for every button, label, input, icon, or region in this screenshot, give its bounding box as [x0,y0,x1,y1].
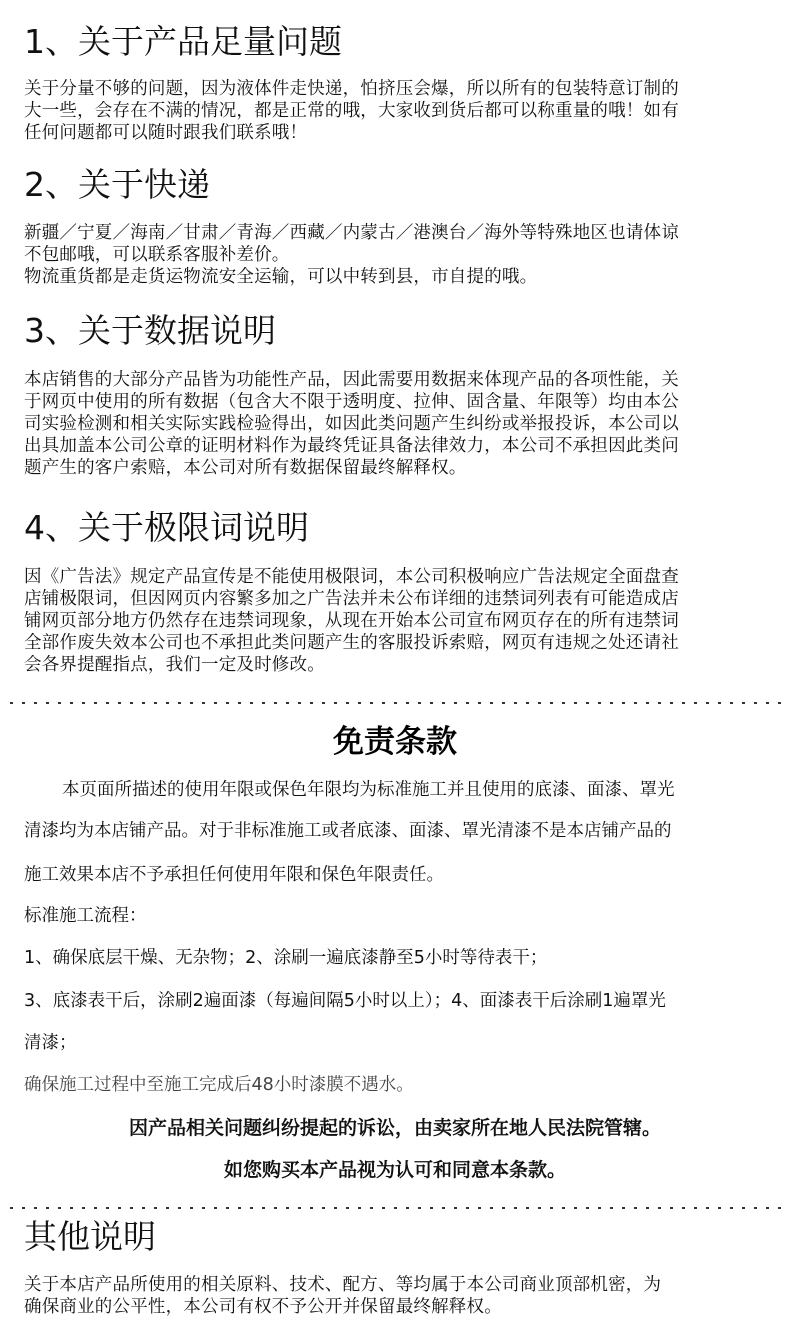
process-step: 清漆； [24,1033,77,1053]
body-line: 题产生的客户索赔，本公司对所有数据保留最终解释权。 [24,458,467,478]
agreement-statement: 如您购买本产品视为认可和同意本条款。 [223,1159,566,1181]
process-note: 确保施工过程中至施工完成后48小时漆膜不遇水。 [24,1075,414,1095]
body-line: 因《广告法》规定产品宣传是不能使用极限词，本公司积极响应广告法规定全面盘查 [24,567,679,587]
disclaimer-line: 施工效果本店不予承担任何使用年限和保色年限责任。 [24,865,444,885]
body-line: 不包邮哦，可以联系客服补差价。 [24,245,290,265]
body-line: 本店销售的大部分产品皆为功能性产品，因此需要用数据来体现产品的各项性能，关 [24,370,679,390]
section-body-shipping [24,222,769,288]
body-line: 出具加盖本公司公章的证明材料作为最终凭证具备法律效力，本公司不承担因此类问 [24,436,679,456]
disclaimer-title: 免责条款 [333,724,457,760]
body-line: 物流重货都是走货运物流安全运输，可以中转到县，市自提的哦。 [24,267,538,287]
process-step: 1、确保底层干燥、无杂物；2、涂刷一遍底漆静至5小时等待表干； [24,948,548,968]
body-line: 关于本店产品所使用的相关原料、技术、配方、等均属于本公司商业顶部机密，为 [24,1275,662,1295]
body-line: 全部作废失效本公司也不承担此类问题产生的客服投诉索赔，网页有违规之处还请社 [24,633,679,653]
body-line: 于网页中使用的所有数据（包含大不限于透明度、拉伸、固含量、年限等）均由本公 [24,392,679,412]
body-line: 店铺极限词，但因网页内容繁多加之广告法并未公布详细的违禁词列表有可能造成店 [24,589,679,609]
dotted-divider [10,702,790,704]
body-line: 铺网页部分地方仍然存在违禁词现象，从现在开始本公司宣布网页存在的所有违禁词 [24,611,679,631]
body-line: 司实验检测和相关实际实践检验得出，如因此类问题产生纠纷或举报投诉，本公司以 [24,414,679,434]
jurisdiction-statement: 因产品相关问题纠纷提起的诉讼，由卖家所在地人民法院管辖。 [128,1117,661,1139]
disclaimer-line: 本页面所描述的使用年限或保色年限均为标准施工并且使用的底漆、面漆、罩光 [62,780,675,800]
section-body-data [24,369,769,479]
disclaimer-line: 清漆均为本店铺产品。对于非标准施工或者底漆、面漆、罩光清漆不是本店铺产品的 [24,821,672,841]
body-line: 关于分量不够的问题，因为液体件走快递，怕挤压会爆，所以所有的包装特意订制的 [24,79,679,99]
section-heading-other: 其他说明 [24,1217,156,1256]
body-line: 会各界提醒指点，我们一定及时修改。 [24,655,325,675]
section-body-other [24,1274,769,1318]
process-step: 3、底漆表干后，涂刷2遍面漆（每遍间隔5小时以上）；4、面漆表干后涂刷1遍罩光 [24,991,666,1011]
section-heading-data: 3、关于数据说明 [24,311,276,350]
dotted-divider [10,1207,790,1209]
body-line: 大一些，会存在不满的情况，都是正常的哦，大家收到货后都可以称重量的哦！如有 [24,101,679,121]
body-line: 确保商业的公平性，本公司有权不予公开并保留最终解释权。 [24,1297,502,1317]
section-body-product-quantity [24,78,769,144]
body-line: 新疆／宁夏／海南／甘肃／青海／西藏／内蒙古／港澳台／海外等特殊地区也请体谅 [24,223,679,243]
section-heading-product-quantity: 1、关于产品足量问题 [24,22,342,61]
section-body-restricted-words [24,566,769,676]
body-line: 任何问题都可以随时跟我们联系哦！ [24,123,308,143]
section-heading-shipping: 2、关于快递 [24,165,210,204]
section-heading-restricted-words: 4、关于极限词说明 [24,508,309,547]
process-label: 标准施工流程： [24,906,147,926]
